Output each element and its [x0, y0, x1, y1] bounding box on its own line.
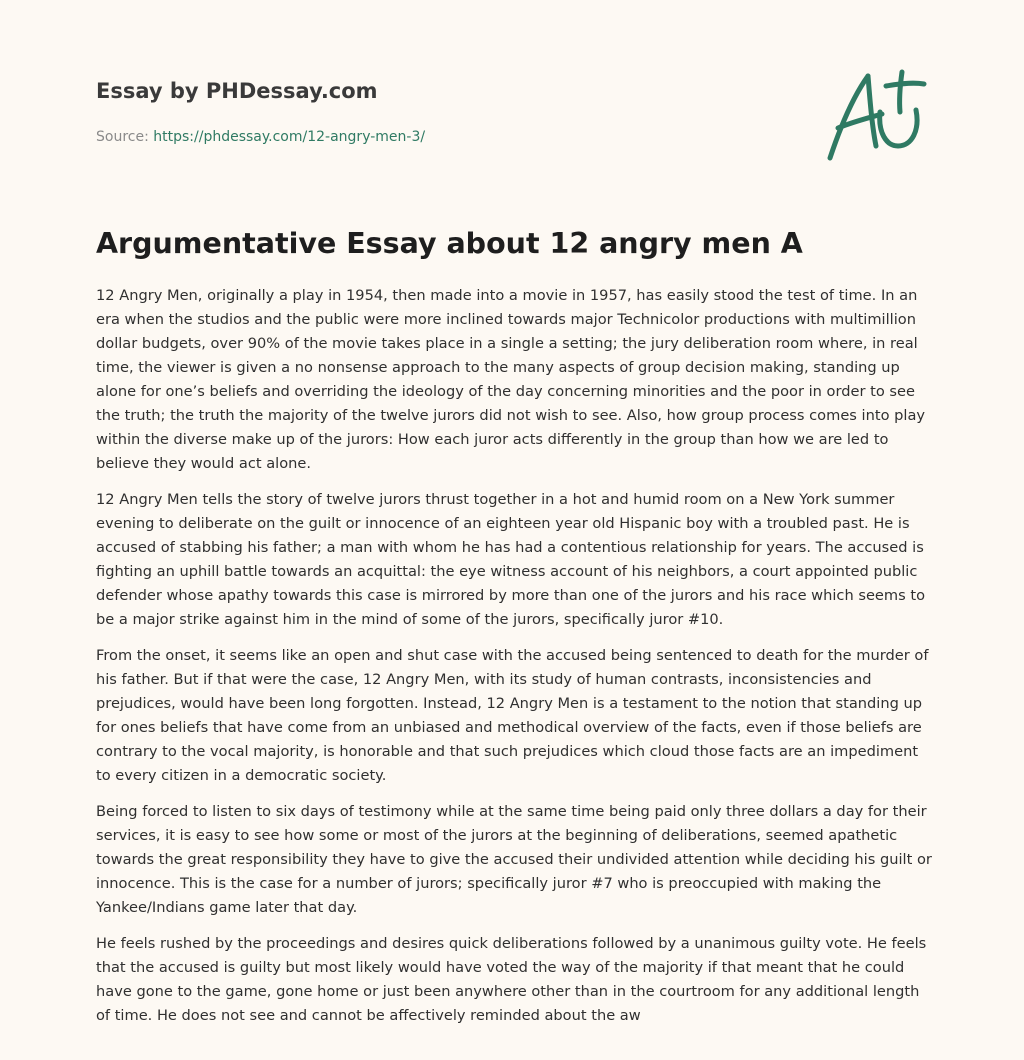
source-line — [96, 128, 796, 146]
essay-paragraph: From the onset, it seems like an open and shut case with the accused being sentenced to death for the murder of his father. But if that were the case, 12 Angry Men, with its study of human contrasts, inconsistencies and prejudices, would have been long forgotten. Instead, 12 Angry Men is a testament to the notion that standing up for ones beliefs that have come from an unbiased and methodical overview of the facts, even if those beliefs are contrary to the vocal majority, is honorable and that such prejudices which cloud those facts are an impediment to every citizen in a democratic society. — [96, 647, 929, 784]
essay-body — [96, 284, 936, 1050]
essay-paragraph: He feels rushed by the proceedings and desires quick deliberations followed by a unanimous guilty vote. He feels that the accused is guilty but most likely would have voted the way of the majority if that meant that he could have gone to the game, gone home or just been anywhere other than in the courtroom for any additional length of time. He does not see and cannot be affectively reminded about the aw — [96, 935, 927, 1024]
a-plus-logo-icon — [820, 66, 930, 166]
essay-paragraph: Being forced to listen to six days of testimony while at the same time being paid only three dollars a day for their services, it is easy to see how some or most of the jurors at the beginning of deliberations, seemed apathetic towards the great responsibility they have to give the accused their undivided attention while deciding his guilt or innocence. This is the case for a number of jurors; specifically juror #7 who is preoccupied with making the Yankee/Indians game later that day. — [96, 803, 932, 916]
source-label: Source: — [96, 129, 154, 145]
essay-header — [96, 78, 796, 146]
essay-title: Argumentative Essay about 12 angry men A — [96, 227, 803, 260]
essay-paragraph: 12 Angry Men, originally a play in 1954, then made into a movie in 1957, has easily stood the test of time. In an era when the studios and the public were more inclined towards major Technicolor productions with multimillion dollar budgets, over 90% of the movie takes place in a single a setting; the jury deliberation room where, in real time, the viewer is given a no nonsense approach to the many aspects of group decision making, standing up alone for one’s beliefs and overriding the ideology of the day concerning minorities and the poor in order to see the truth; the truth the majority of the twelve jurors did not wish to see. Also, how group process comes into play within the diverse make up of the jurors: How each juror acts differently in the group than how we are led to believe they would act alone. — [96, 287, 926, 472]
site-brand: Essay by PHDessay.com — [96, 79, 378, 103]
essay-paragraph: 12 Angry Men tells the story of twelve jurors thrust together in a hot and humid room on a New York summer evening to deliberate on the guilt or innocence of an eighteen year old Hispanic boy with a troubled past. He is accused of stabbing his father; a man with whom he has had a contentious relationship for years. The accused is fighting an uphill battle towards an acquittal: the eye witness account of his neighbors, a court appointed public defender whose apathy towards this case is mirrored by more than one of the jurors and his race which seems to be a major strike against him in the mind of some of the jurors, specifically juror #10. — [96, 491, 926, 628]
source-link[interactable]: https://phdessay.com/12-angry-men-3/ — [153, 129, 426, 145]
